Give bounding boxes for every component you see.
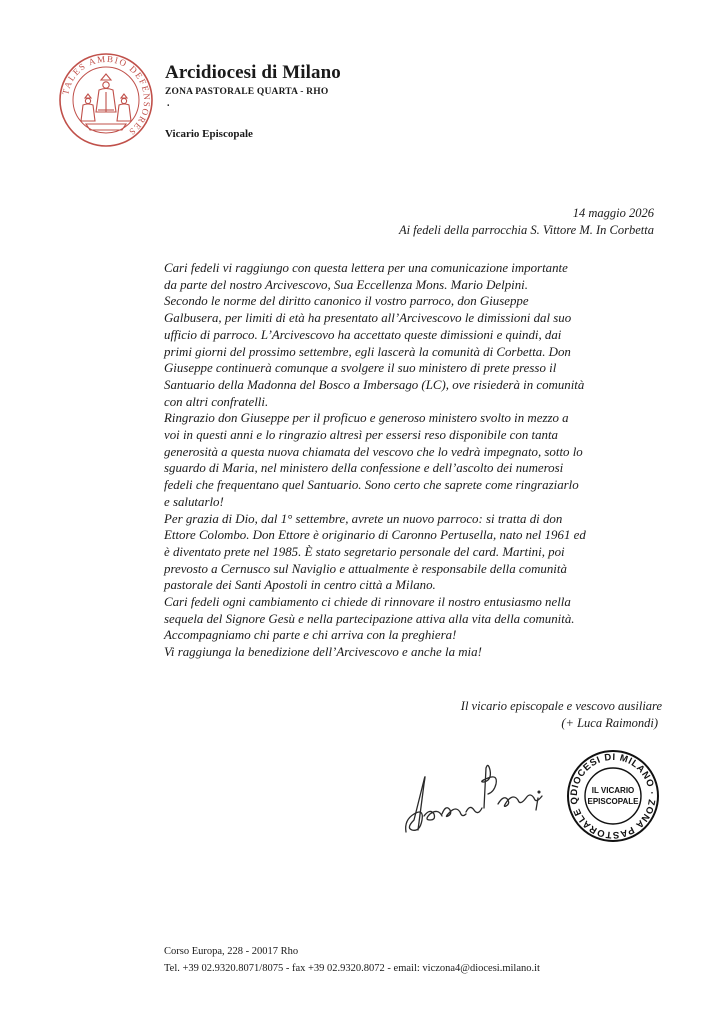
body-line: da parte del nostro Arcivescovo, Sua Eccellenza Mons. Mario Delpini. [164,277,528,292]
episcopal-vicar-stamp [565,748,661,844]
archdiocese-title: Arcidiocesi di Milano [165,62,341,83]
body-line: Santuario della Madonna del Bosco a Imbersago (LC), ove risiederà in comunità [164,377,585,392]
body-line: prevosto a Cernusco sul Naviglio e attualmente è responsabile della comunità [164,561,567,576]
letter-addressee: Ai fedeli della parrocchia S. Vittore M. In Corbetta [398,223,654,237]
handwritten-signature [398,754,558,844]
svg-text:DIOCESI DI MILANO · ZONA PASTO: DIOCESI DI MILANO · ZONA PASTORALE Q [568,751,658,841]
letter-date: 14 maggio 2026 [572,206,654,220]
body-line: è diventato prete nel 1985. È stato segretario personale del card. Martini, poi [164,544,565,559]
body-line: Ringrazio don Giuseppe per il proficuo e generoso ministero svolto in mezzo a [164,411,569,426]
closing-title: Il vicario episcopale e vescovo ausiliare [460,699,662,713]
body-line: Ettore Colombo. Don Ettore è originario di Caronno Pertusella, nato nel 1961 ed [164,528,586,543]
body-line: generosità a questa nuova chiamata del vescovo che lo vedrà impegnato, sotto lo [164,444,583,459]
body-line: fedeli che frequentano quel Santuario. Sono certo che saprete come ringraziarlo [164,478,579,493]
body-line: Per grazia di Dio, dal 1° settembre, avrete un nuovo parroco: si tratta di don [164,511,563,526]
body-line: Cari fedeli ogni cambiamento ci chiede di rinnovare il nostro entusiasmo nella [164,595,571,610]
sender-role: Vicario Episcopale [165,128,253,140]
svg-text:EPISCOPALE: EPISCOPALE [587,797,639,806]
header-dot: . [167,98,170,109]
body-line: con altri confratelli. [164,394,269,409]
body-line: Vi raggiunga la benedizione dell’Arcivescovo e anche la mia! [164,645,482,660]
footer-contact: Tel. +39 02.9320.8071/8075 - fax +39 02.9320.8072 - email: viczona4@diocesi.milano.it [164,963,540,974]
body-line: Galbusera, per limiti di età ha presentato all’Arcivescovo le dimissioni dal suo [164,311,572,326]
svg-text:TALES AMBIO DEFENSORES: TALES AMBIO DEFENSORES [60,53,153,138]
footer-address: Corso Europa, 228 - 20017 Rho [164,946,299,957]
pastoral-zone-subtitle: ZONA PASTORALE QUARTA - RHO [165,87,329,97]
body-line: sequela del Signore Gesù e nella partecipazione attiva alla vita della comunità. [164,611,575,626]
body-line: e salutarlo! [164,494,224,509]
body-line: Accompagniamo chi parte e chi arriva con la preghiera! [164,628,457,643]
body-line: primi giorni del prossimo settembre, egli lascerà la comunità di Corbetta. Don [164,344,571,359]
archdiocese-seal-logo [58,52,154,148]
closing-name: (+ Luca Raimondi) [561,716,658,730]
body-line: voi in questi anni e lo ringrazio altresì per essersi reso disponibile con tanta [164,428,558,443]
body-line: Secondo le norme del diritto canonico il vostro parroco, don Giuseppe [164,294,529,309]
body-line: Cari fedeli vi raggiungo con questa lettera per una comunicazione importante [164,261,568,275]
body-line: Giuseppe continuerà comunque a svolgere il suo ministero di prete presso il [164,361,557,376]
svg-text:IL VICARIO: IL VICARIO [591,786,635,795]
body-line: ufficio di parroco. L’Arcivescovo ha accettato queste dimissioni e quindi, dai [164,327,562,342]
letter-body [164,260,664,661]
body-line: sguardo di Maria, nel ministero della confessione e dell’ascolto dei numerosi [164,461,564,476]
body-line: pastorale dei Santi Apostoli in centro città a Milano. [164,578,436,593]
